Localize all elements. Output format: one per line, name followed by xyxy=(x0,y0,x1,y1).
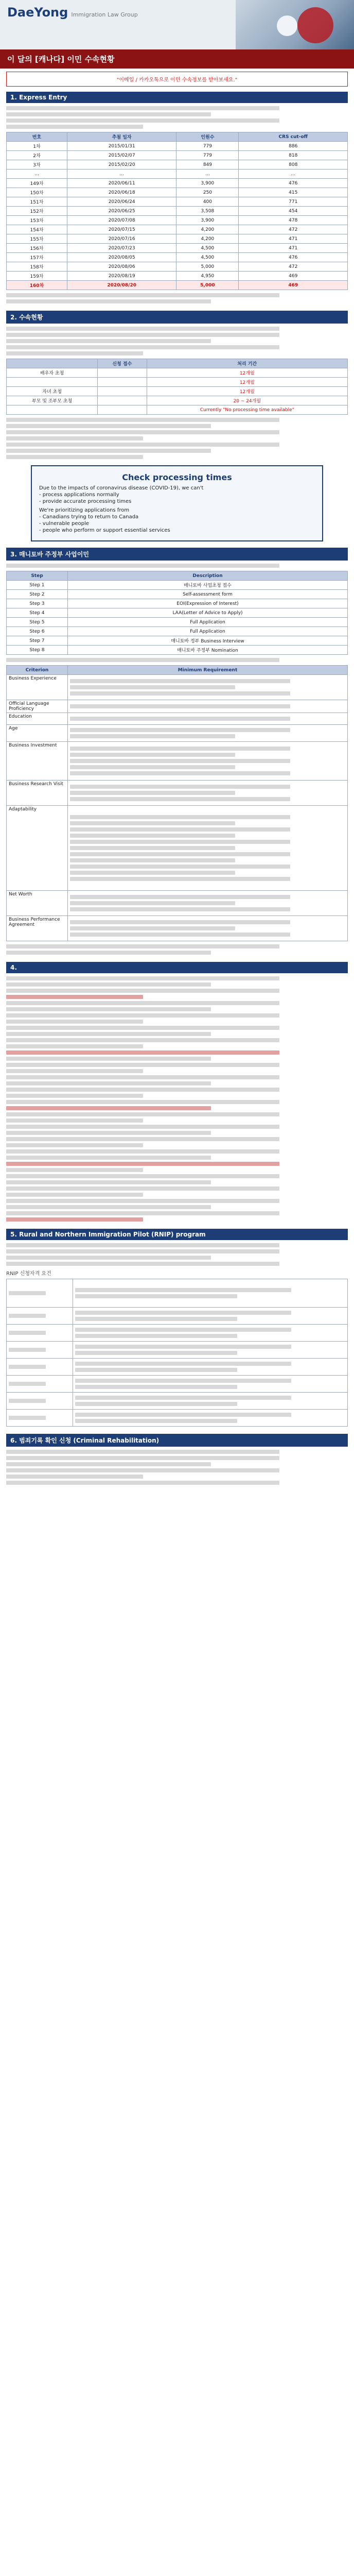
table-row xyxy=(7,1393,348,1410)
processing-section xyxy=(6,311,348,459)
cell: 2020/07/16 xyxy=(67,234,176,244)
cell: 자녀 초청 xyxy=(7,387,98,396)
cell: … xyxy=(176,170,239,179)
cell: Step 4 xyxy=(7,608,68,618)
cell: 2020/08/06 xyxy=(67,262,176,272)
criterion: Official Language Proficiency xyxy=(7,700,68,713)
proc-col-0 xyxy=(7,359,98,368)
table-row xyxy=(7,396,348,405)
requirement xyxy=(68,713,348,725)
criterion: Business Research Visit xyxy=(7,781,68,806)
cell: 2차 xyxy=(7,151,67,160)
ee-col-3: CRS cut-off xyxy=(239,132,348,142)
table-row xyxy=(7,781,348,806)
cell: 771 xyxy=(239,197,348,207)
cell: 12개월 xyxy=(147,378,347,387)
table-row xyxy=(7,700,348,713)
ee-col-0: 번호 xyxy=(7,132,67,142)
processing-heading: 2. 수속현황 xyxy=(6,311,348,324)
cell: 849 xyxy=(176,160,239,170)
table-row xyxy=(7,179,348,188)
table-row xyxy=(7,891,348,916)
section-4 xyxy=(6,962,348,1222)
table-row xyxy=(7,646,348,655)
table-row xyxy=(7,1308,348,1325)
cell: 469 xyxy=(239,281,348,290)
cell: LAA(Letter of Advice to Apply) xyxy=(68,608,348,618)
table-row xyxy=(7,188,348,197)
cell: 12개월 xyxy=(147,387,347,396)
manitoba-section xyxy=(6,548,348,955)
table-row xyxy=(7,216,348,225)
table-row xyxy=(7,142,348,151)
table-row xyxy=(7,608,348,618)
rnip-table-title: RNIP 신청자격 요건 xyxy=(6,1271,51,1277)
cell: 151차 xyxy=(7,197,67,207)
criterion: Business Investment xyxy=(7,742,68,781)
cell: Step 2 xyxy=(7,590,68,599)
express-entry-table xyxy=(6,132,348,290)
proc-col-2: 처리 기간 xyxy=(147,359,347,368)
cell: 153차 xyxy=(7,216,67,225)
table-row xyxy=(7,916,348,941)
table-row xyxy=(7,160,348,170)
cell: 471 xyxy=(239,244,348,253)
cell: … xyxy=(239,170,348,179)
manitoba-steps-table: Step Description Step 1 매니토바 사업초청 접수 Step 2 Self-assessment form Step 3 EOI(Expression of Interest) Step 4 LAA(Letter of Advice to Apply) Step 5 Full Application Step 6 Full Application Step 7 매니토바 정부 Business Interview Step 8 매니토바 주정부 Nomination xyxy=(6,571,348,655)
table-row xyxy=(7,1342,348,1359)
table-row xyxy=(7,272,348,281)
criminal-section xyxy=(6,1434,348,1485)
criterion: Business Performance Agreement xyxy=(7,916,68,941)
cell: 152차 xyxy=(7,207,67,216)
cell: 20 ~ 24개월 xyxy=(147,396,347,405)
cell: Full Application xyxy=(68,627,348,636)
cell xyxy=(98,368,147,378)
cell: 469 xyxy=(239,272,348,281)
notice-title: Check processing times xyxy=(122,472,232,482)
cell: 2020/06/11 xyxy=(67,179,176,188)
requirement xyxy=(68,806,348,891)
cell: 158차 xyxy=(7,262,67,272)
table-row xyxy=(7,234,348,244)
cell: 5,000 xyxy=(176,281,239,290)
cell: Self-assessment form xyxy=(68,590,348,599)
cell: 2015/02/07 xyxy=(67,151,176,160)
criterion: Adaptability xyxy=(7,806,68,891)
requirement xyxy=(68,781,348,806)
table-row xyxy=(7,581,348,590)
table-row xyxy=(7,1325,348,1342)
table-row xyxy=(7,636,348,646)
cell: 160차 xyxy=(7,281,67,290)
cell: Step 8 xyxy=(7,646,68,655)
cell: Step 1 xyxy=(7,581,68,590)
cell: 155차 xyxy=(7,234,67,244)
table-row xyxy=(7,281,348,290)
manitoba-criteria-table: Criterion Minimum Requirement Business Experience Official Language Proficiency Education Age Business Investment Business Research Visit Adaptability Net Worth Business Performance Agreement xyxy=(6,665,348,941)
cell xyxy=(7,405,98,415)
cell: 886 xyxy=(239,142,348,151)
table-row xyxy=(7,387,348,396)
table-row xyxy=(7,262,348,272)
cell: 779 xyxy=(176,151,239,160)
rnip-section xyxy=(6,1229,348,1427)
cell: 4,950 xyxy=(176,272,239,281)
cell: 매니토바 사업초청 접수 xyxy=(68,581,348,590)
rnip-heading: 5. Rural and Northern Immigration Pilot (RNIP) program xyxy=(6,1229,348,1240)
table-row xyxy=(7,1359,348,1376)
cell: 159차 xyxy=(7,272,67,281)
express-entry-section xyxy=(6,92,348,303)
cell: 2020/07/23 xyxy=(67,244,176,253)
cell: 808 xyxy=(239,160,348,170)
cell: 5,000 xyxy=(176,262,239,272)
ee-col-1: 추첨 일자 xyxy=(67,132,176,142)
hero-banner xyxy=(0,0,354,49)
cell: 478 xyxy=(239,216,348,225)
cell: 4,500 xyxy=(176,253,239,262)
cell: 476 xyxy=(239,253,348,262)
logo: DaeYong Immigration Law Group xyxy=(7,5,138,20)
rnip-table xyxy=(6,1279,348,1427)
criminal-heading: 6. 범죄기록 확인 신청 (Criminal Rehabilitation) xyxy=(6,1434,348,1447)
cell: 2020/07/15 xyxy=(67,225,176,234)
cell: 배우자 초청 xyxy=(7,368,98,378)
requirement xyxy=(68,725,348,742)
table-row xyxy=(7,378,348,387)
requirement xyxy=(68,742,348,781)
cell: 472 xyxy=(239,225,348,234)
table-row xyxy=(7,207,348,216)
table-row xyxy=(7,806,348,891)
table-row xyxy=(7,675,348,700)
processing-notice: Check processing times Due to the impacts of coronavirus disease (COVID-19), we can't - process applications normally - provide accurate processing times We're prioritizing applications from - Canadians trying to return to Canada - vulnerable people - people who perform or support essential services xyxy=(31,465,323,541)
cell: 400 xyxy=(176,197,239,207)
ee-col-2: 인원수 xyxy=(176,132,239,142)
cell: Step 6 xyxy=(7,627,68,636)
requirement xyxy=(68,916,348,941)
cell: 472 xyxy=(239,262,348,272)
cell: 2020/06/24 xyxy=(67,197,176,207)
requirement xyxy=(68,891,348,916)
cell: 3,900 xyxy=(176,216,239,225)
cell: 2020/08/20 xyxy=(67,281,176,290)
cell: 4,200 xyxy=(176,234,239,244)
cell: 250 xyxy=(176,188,239,197)
cell: Step 3 xyxy=(7,599,68,608)
table-row xyxy=(7,225,348,234)
cell xyxy=(98,405,147,415)
cell: Step 5 xyxy=(7,618,68,627)
table-row xyxy=(7,713,348,725)
page-title: 이 달의 [캐나다] 이민 수속현황 xyxy=(0,49,354,69)
cell: 157차 xyxy=(7,253,67,262)
cell: 2020/07/08 xyxy=(67,216,176,225)
cell: 779 xyxy=(176,142,239,151)
cell: 471 xyxy=(239,234,348,244)
table-row xyxy=(7,618,348,627)
table-row xyxy=(7,244,348,253)
cell xyxy=(98,378,147,387)
criterion: Education xyxy=(7,713,68,725)
cell: 415 xyxy=(239,188,348,197)
cell: 2020/06/25 xyxy=(67,207,176,216)
cell: 156차 xyxy=(7,244,67,253)
processing-table xyxy=(6,359,348,415)
table-row xyxy=(7,599,348,608)
cell: 154차 xyxy=(7,225,67,234)
proc-col-1: 신청 접수 xyxy=(98,359,147,368)
cell xyxy=(7,378,98,387)
table-row xyxy=(7,590,348,599)
cell: 1차 xyxy=(7,142,67,151)
express-entry-heading: 1. Express Entry xyxy=(6,92,348,103)
criterion: Net Worth xyxy=(7,891,68,916)
cell: … xyxy=(7,170,67,179)
criterion: Business Experience xyxy=(7,675,68,700)
table-row xyxy=(7,725,348,742)
cell: 454 xyxy=(239,207,348,216)
cell: 3,900 xyxy=(176,179,239,188)
section-4-heading: 4. xyxy=(6,962,348,973)
cell: 4,200 xyxy=(176,225,239,234)
table-row xyxy=(7,197,348,207)
subscribe-notice[interactable]: "이메일 / 카카오톡으로 이민 수속정보를 받아보세요." xyxy=(6,72,348,87)
cell: 476 xyxy=(239,179,348,188)
table-row xyxy=(7,368,348,378)
cell: 부모 및 조부모 초청 xyxy=(7,396,98,405)
cell: 2015/02/20 xyxy=(67,160,176,170)
cell: Full Application xyxy=(68,618,348,627)
criterion: Age xyxy=(7,725,68,742)
cell: 3차 xyxy=(7,160,67,170)
table-row xyxy=(7,1410,348,1427)
cell: 2020/06/18 xyxy=(67,188,176,197)
requirement xyxy=(68,675,348,700)
cell: 4,500 xyxy=(176,244,239,253)
manitoba-heading: 3. 매니토바 주정부 사업이민 xyxy=(6,548,348,561)
requirement xyxy=(68,700,348,713)
cell: 150차 xyxy=(7,188,67,197)
cell: 매니토바 주정부 Nomination xyxy=(68,646,348,655)
cell: 2015/01/31 xyxy=(67,142,176,151)
cell xyxy=(98,396,147,405)
cell: 12개월 xyxy=(147,368,347,378)
cell xyxy=(98,387,147,396)
table-row xyxy=(7,170,348,179)
cell: 818 xyxy=(239,151,348,160)
table-row xyxy=(7,253,348,262)
cell: Currently "No processing time available" xyxy=(147,405,347,415)
cell: EOI(Expression of Interest) xyxy=(68,599,348,608)
table-row xyxy=(7,1376,348,1393)
table-row xyxy=(7,151,348,160)
cell: … xyxy=(67,170,176,179)
hero-image xyxy=(236,0,354,49)
table-row xyxy=(7,1279,348,1308)
table-row xyxy=(7,742,348,781)
cell: 매니토바 정부 Business Interview xyxy=(68,636,348,646)
cell: 2020/08/19 xyxy=(67,272,176,281)
table-row xyxy=(7,405,348,415)
cell: 149차 xyxy=(7,179,67,188)
cell: 3,508 xyxy=(176,207,239,216)
cell: 2020/08/05 xyxy=(67,253,176,262)
cell: Step 7 xyxy=(7,636,68,646)
table-row xyxy=(7,627,348,636)
